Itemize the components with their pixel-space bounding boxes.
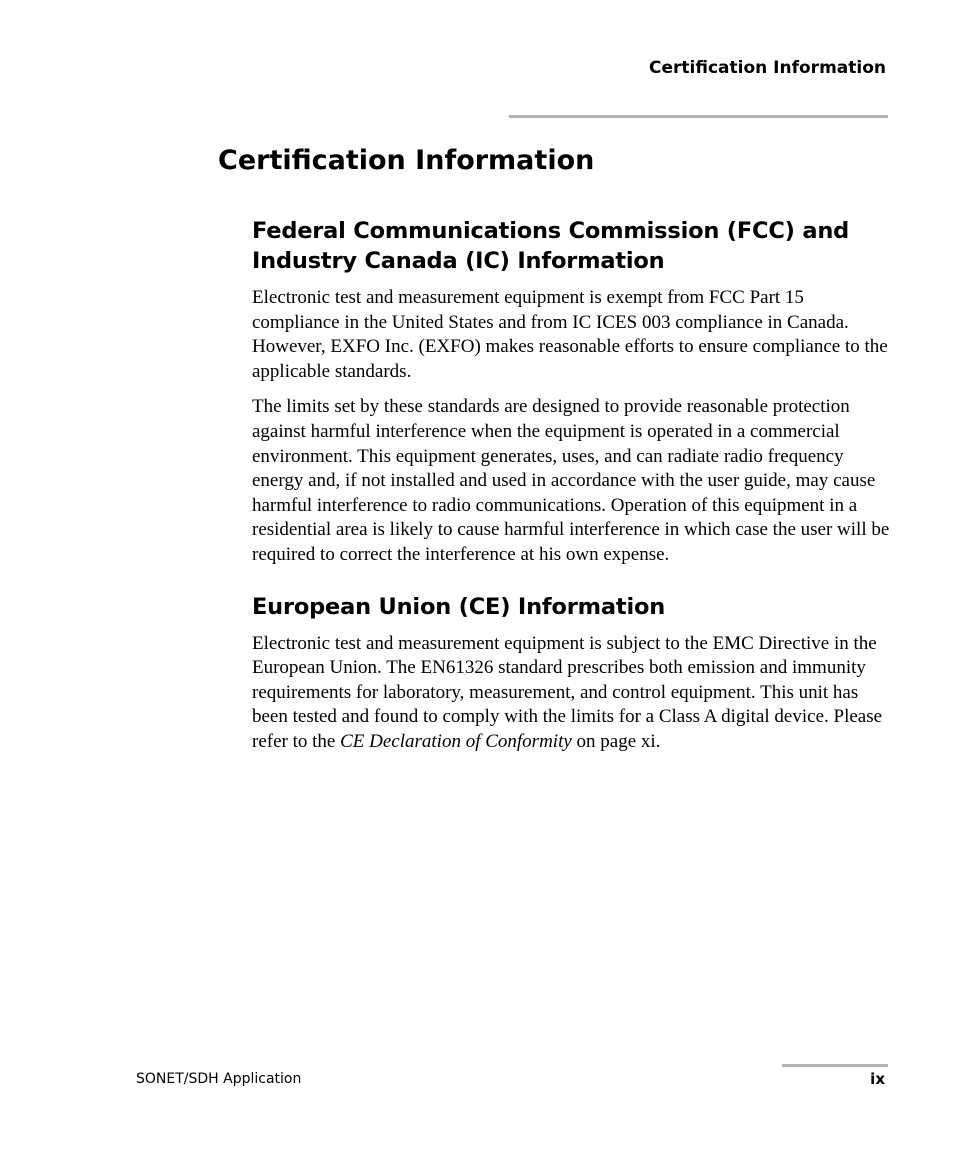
- header-rule: [509, 115, 888, 118]
- page-title: Certification Information: [218, 145, 595, 176]
- footer-rule: [782, 1064, 888, 1067]
- ce-paragraph-1-end: on page xi.: [571, 730, 661, 752]
- page-content: [252, 216, 892, 766]
- ce-paragraph-1: [252, 632, 892, 755]
- fcc-paragraph-2: The limits set by these standards are designed to provide reasonable protection against harmful interference when the equipment is operated in a commercial environment. This equipment generates, uses, and can radiate radio frequency energy and, if not installed and used in accordance with the user guide, may cause harmful interference to radio communications. Operation of this equipment in a residential area is likely to cause harmful interference in which case the user will be required to correct the interference at his own expense.: [252, 396, 890, 565]
- running-header-title: Certification Information: [649, 58, 886, 78]
- fcc-section-heading: Federal Communications Commission (FCC) and Industry Canada (IC) Information: [252, 218, 850, 274]
- footer-page-number: ix: [870, 1070, 885, 1088]
- ce-paragraph-1-start: Electronic test and measurement equipment is subject to the EMC Directive in the European Union. The EN61326 standard prescribes both emission and immunity requirements for laboratory, measurement, and control equipment. This unit has been tested and found to comply with the limits for a Class A digital device. Please refer to the: [252, 632, 883, 752]
- footer-product-name: SONET/SDH Application: [136, 1071, 302, 1087]
- ce-section-heading: European Union (CE) Information: [252, 593, 666, 620]
- fcc-paragraph-1: Electronic test and measurement equipment is exempt from FCC Part 15 compliance in the United States and from IC ICES 003 compliance in Canada. However, EXFO Inc. (EXFO) makes reasonable efforts to ensure compliance to the applicable standards.: [252, 287, 888, 382]
- ce-declaration-reference[interactable]: CE Declaration of Conformity: [340, 730, 572, 752]
